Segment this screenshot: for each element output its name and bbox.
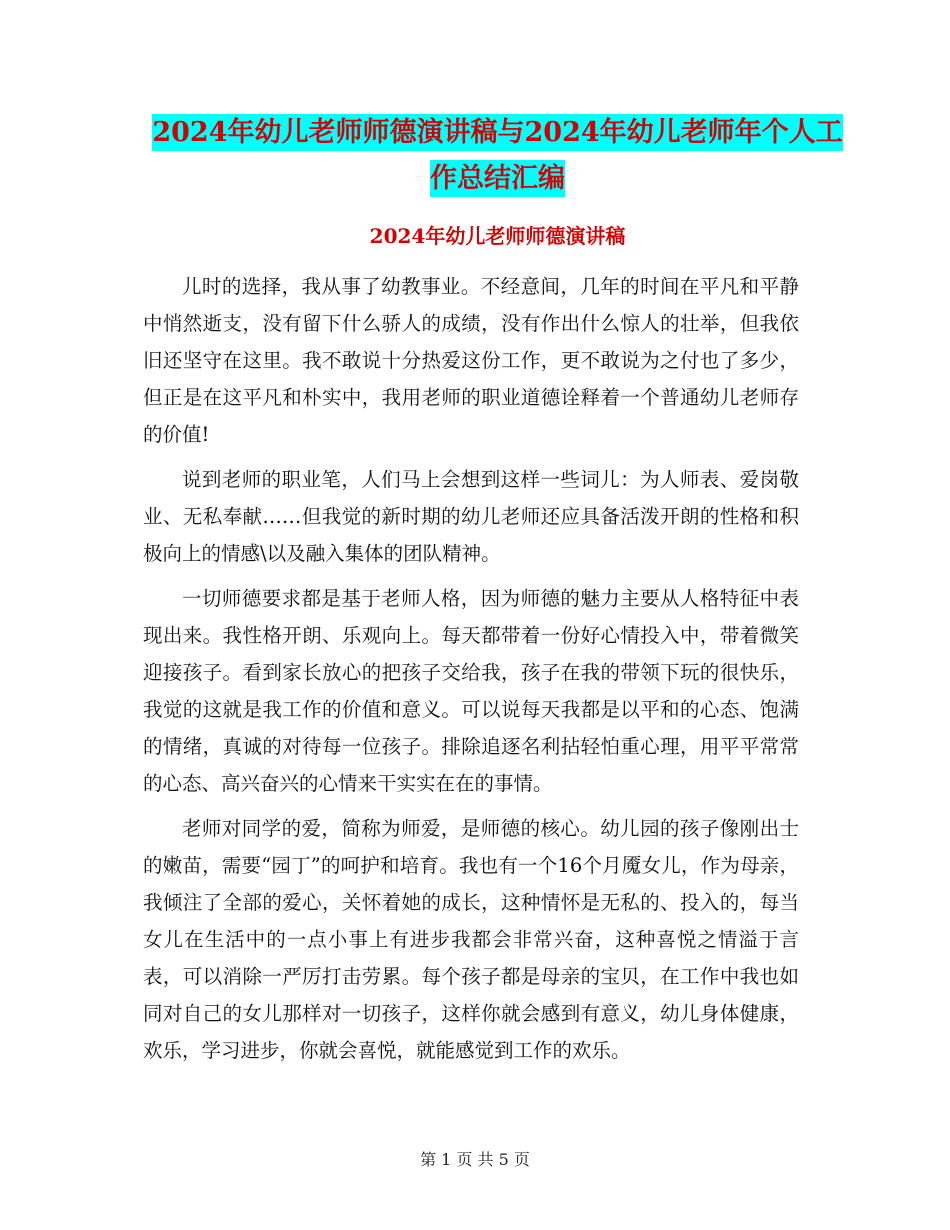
page-number: 第 1 页 共 5 页 [420, 1150, 530, 1169]
document-title [140, 110, 855, 202]
document-body [143, 268, 799, 1077]
paragraph-4: 老师对同学的爱，简称为师爱，是师德的核心。幼儿园的孩子像刚出士的嫩苗，需要“园丁”的呵护和培育。我也有一个16个月魇女儿，作为母亲，我倾注了全部的爱心，关怀着她的成长，这种情怀是无私的、投入的，每当女儿在生活中的一点小事上有进步我都会非常兴奋，这种喜悦之情溢于言表，可以消除一严厉打击劳累。每个孩子都是母亲的宝贝，在工作中我也如同对自己的女儿那样对一切孩子，这样你就会感到有意义，幼儿身体健康，欢乐，学习进步，你就会喜悦，就能感觉到工作的欢乐。 [143, 817, 799, 1062]
document-title-text: 2024年幼儿老师师德演讲稿与2024年幼儿老师年个人工作总结汇编 [152, 114, 842, 197]
section-title: 2024年幼儿老师师德演讲稿 [369, 224, 626, 248]
paragraph-1: 儿时的选择，我从事了幼教事业。不经意间，几年的时间在平凡和平静中悄然逝支，没有留下什么骄人的成绩，没有作出什么惊人的壮举，但我依旧还坚守在这里。我不敢说十分热爱这份工作，更不敢说为之付也了多少，但正是在这平凡和朴实中，我用老师的职业道德诠释着一个普通幼儿老师存的价值! [143, 275, 799, 446]
paragraph-3: 一切师德要求都是基于老师人格，因为师德的魅力主要从人格特征中表现出来。我性格开朗、乐观向上。每天都带着一份好心情投入中，带着微笑迎接孩子。看到家长放心的把孩子交给我，孩子在我的带领下玩的很快乐，我觉的这就是我工作的价值和意义。可以说每天我都是以平和的心态、饱满的情绪，真诚的对待每一位孩子。排除追逐名利拈轻怕重心理，用平平常常的心态、高兴奋兴的心情来干实实在在的事情。 [143, 587, 799, 795]
paragraph-2: 说到老师的职业笔，人们马上会想到这样一些词儿：为人师表、爱岗敬业、无私奉献……但我觉的新时期的幼儿老师还应具备活泼开朗的性格和积极向上的情感\以及融入集体的团队精神。 [143, 468, 799, 565]
